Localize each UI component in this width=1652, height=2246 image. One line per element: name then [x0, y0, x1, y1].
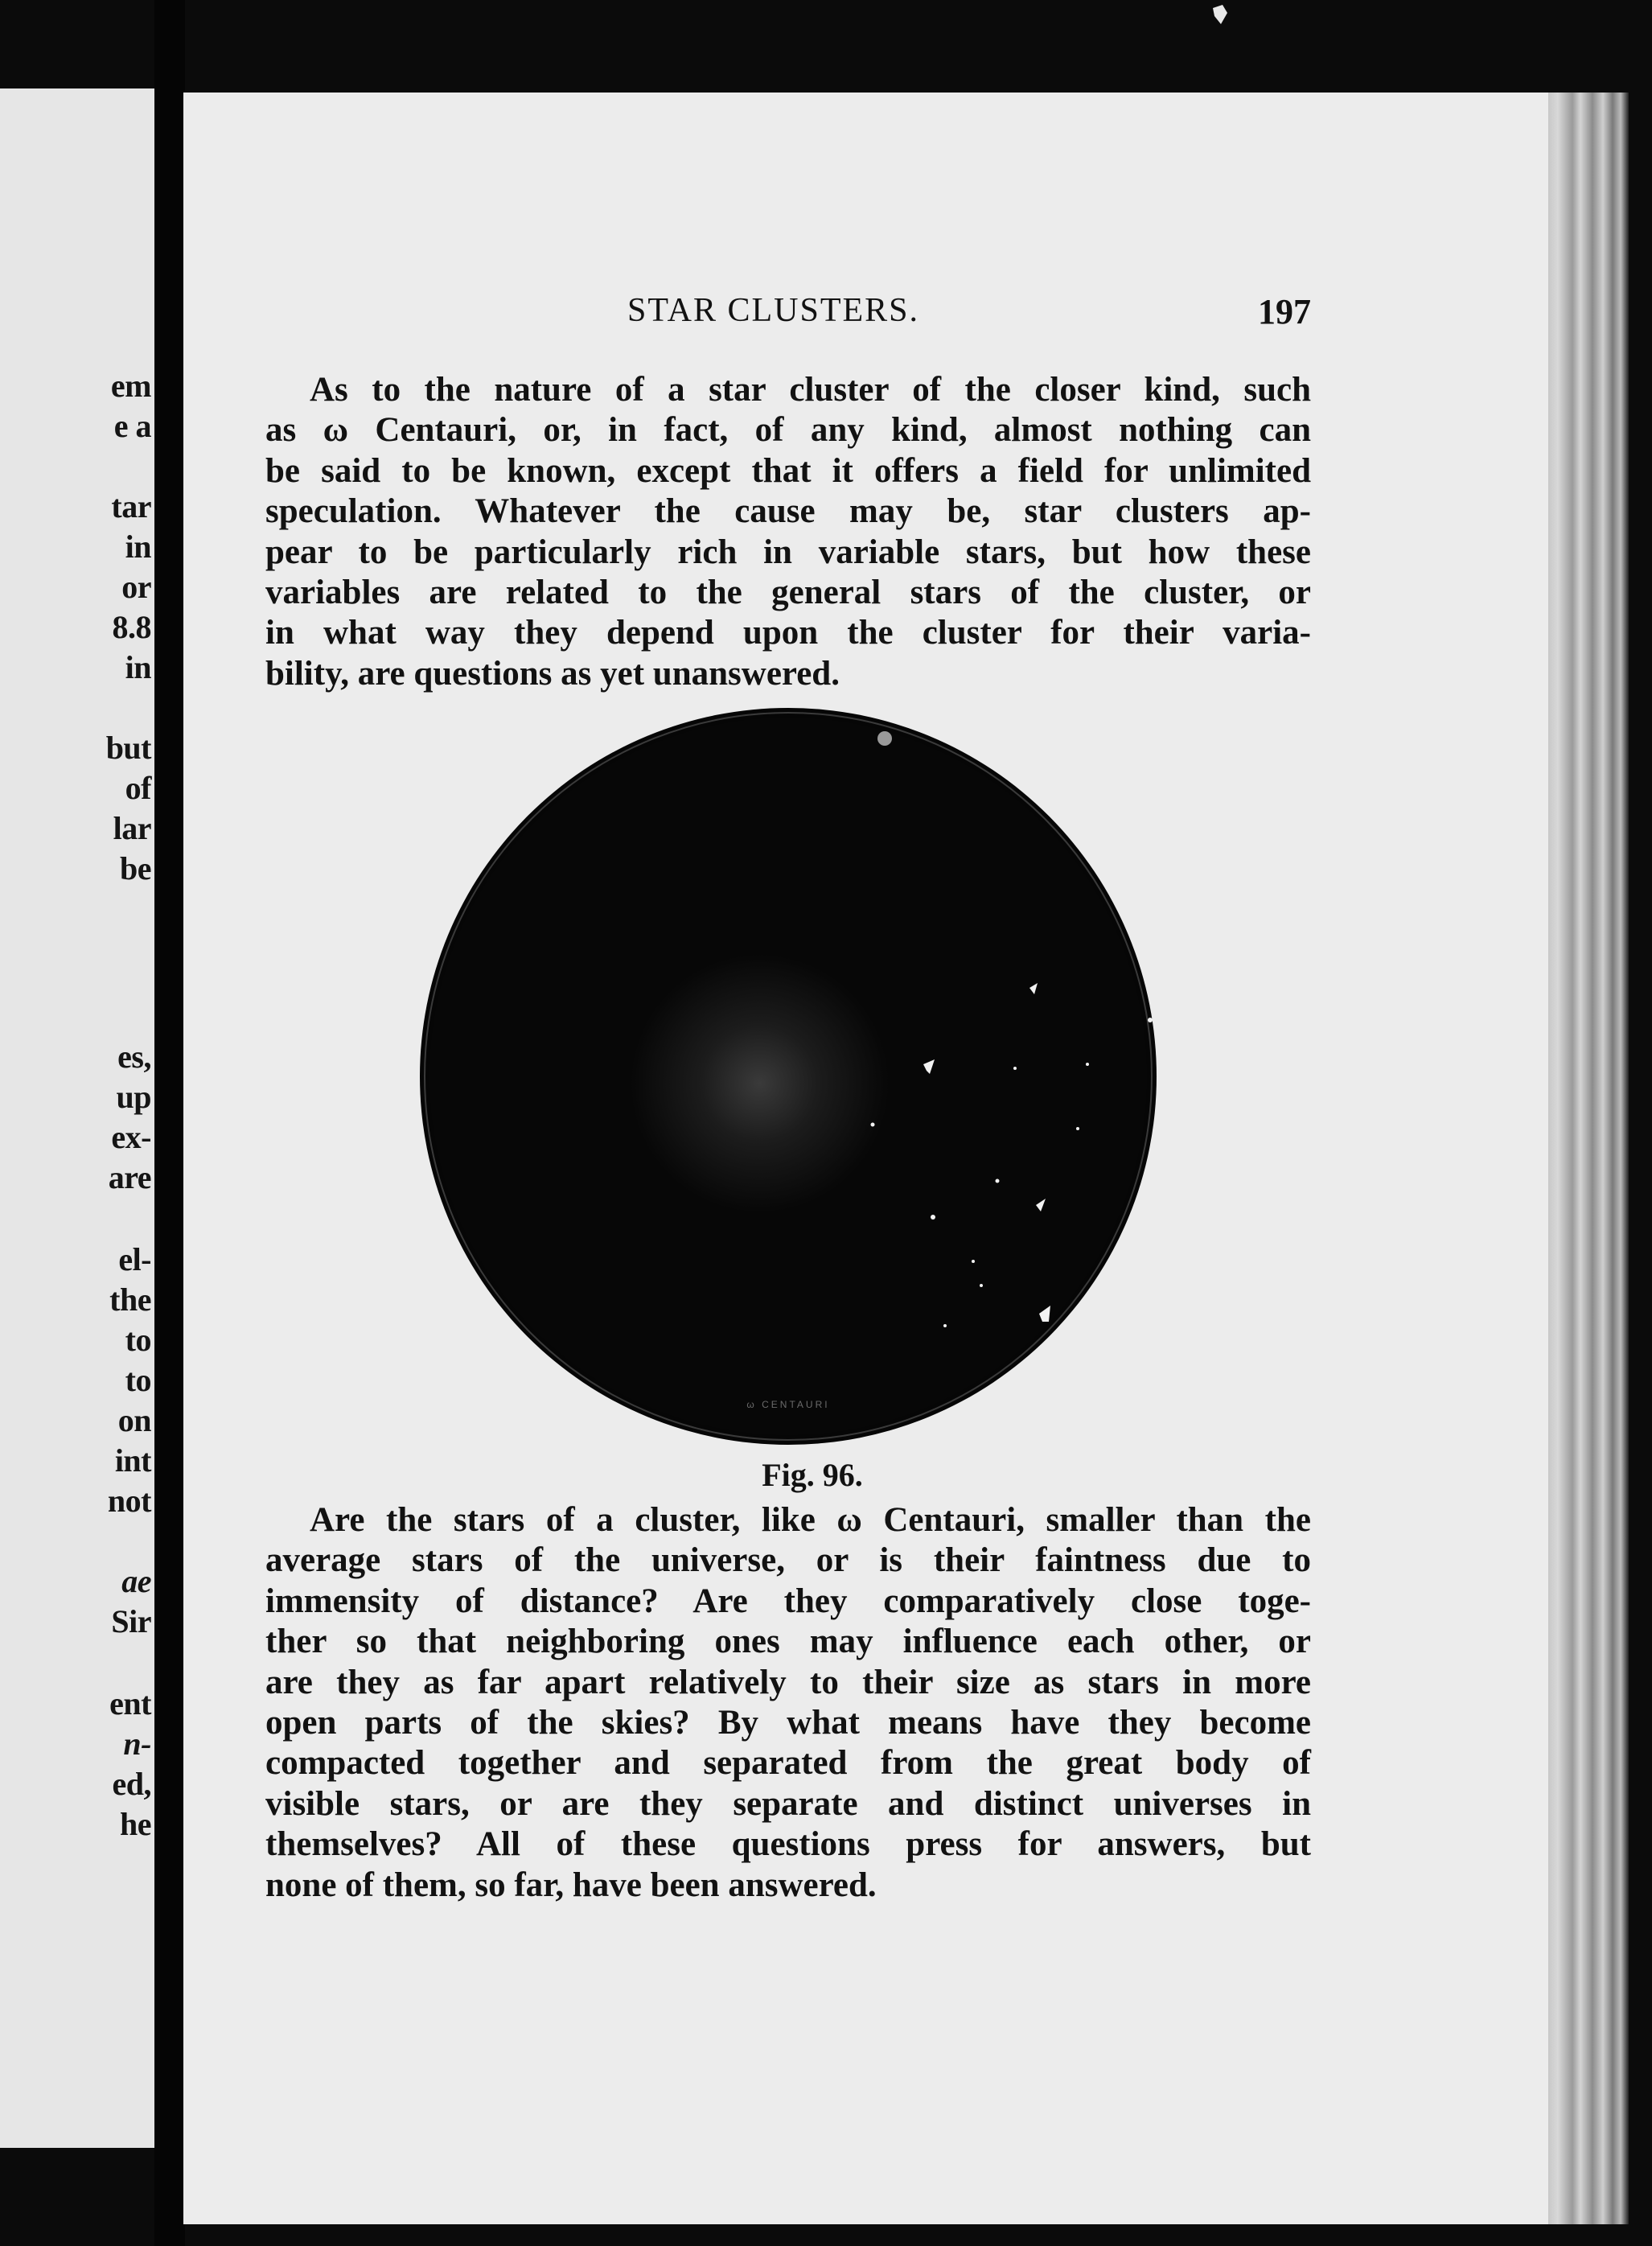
facing-line: e a	[113, 408, 151, 444]
running-title: STAR CLUSTERS.	[627, 292, 920, 329]
text-line: in what way they depend upon the cluster for their varia-	[265, 614, 1311, 652]
text-line: open parts of the skies? By what means have they become	[265, 1704, 1311, 1742]
facing-line: es,	[117, 1039, 151, 1075]
facing-line: el-	[118, 1241, 151, 1277]
facing-line: he	[120, 1806, 151, 1842]
facing-line: on	[117, 1402, 151, 1438]
facing-line: Sir	[111, 1603, 151, 1639]
paragraph-2	[265, 1500, 1311, 1906]
facing-line: int	[114, 1442, 151, 1479]
facing-line: be	[120, 850, 151, 886]
text-line: immensity of distance? Are they comparatively close toge-	[265, 1582, 1311, 1620]
facing-line: ent	[109, 1685, 151, 1722]
text-line: themselves? All of these questions press for answers, but	[265, 1825, 1311, 1864]
facing-line: tar	[111, 488, 151, 524]
text-line: average stars of the universe, or is their faintness due to	[265, 1541, 1311, 1580]
text-line: Are the stars of a cluster, like ω Centauri, smaller than the	[310, 1501, 1311, 1539]
text-line: compacted together and separated from the great body of	[265, 1744, 1311, 1783]
facing-line: are	[108, 1159, 151, 1195]
running-head	[265, 291, 1311, 339]
book-gutter	[154, 0, 185, 2246]
text-line: variables are related to the general stars of the cluster, or	[265, 574, 1311, 612]
facing-line: ae	[121, 1563, 151, 1599]
text-line: bility, are questions as yet unanswered.	[265, 654, 840, 693]
facing-line: the	[109, 1281, 151, 1318]
paragraph-1	[265, 370, 1311, 694]
text-line: be said to be known, except that it offers a field for unlimited	[265, 451, 1311, 490]
text-line: speculation. Whatever the cause may be, star clusters ap-	[265, 492, 1311, 531]
text-line: as ω Centauri, or, in fact, of any kind, almost nothing can	[265, 411, 1311, 450]
facing-line: of	[125, 770, 151, 806]
facing-line: n-	[123, 1726, 151, 1762]
facing-line: to	[125, 1322, 151, 1358]
scan-speck	[1206, 0, 1239, 32]
facing-line: or	[121, 569, 151, 605]
text-line: visible stars, or are they separate and distinct universes in	[265, 1784, 1311, 1823]
facing-line: in	[125, 529, 151, 565]
facing-line: in	[125, 649, 151, 685]
facing-line: up	[116, 1079, 151, 1115]
facing-line: but	[105, 730, 151, 766]
facing-line: ed,	[112, 1766, 151, 1802]
text-line: As to the nature of a star cluster of the closer kind, such	[310, 371, 1311, 409]
facing-line: lar	[113, 810, 151, 846]
page-number: 197	[1258, 292, 1311, 331]
facing-line: ex-	[111, 1119, 151, 1155]
facing-line: 8.8	[112, 609, 151, 645]
text-line: pear to be particularly rich in variable stars, but how these	[265, 533, 1311, 571]
facing-line: em	[110, 368, 151, 404]
facing-page	[0, 88, 154, 2148]
facing-line: to	[125, 1362, 151, 1398]
text-line: ther so that neighboring ones may influence each other, or	[265, 1623, 1311, 1661]
figure-caption: Fig. 96.	[762, 1457, 863, 1493]
star-cluster-photograph	[418, 706, 1158, 1446]
facing-line: not	[107, 1483, 151, 1519]
page-edges	[1548, 93, 1629, 2224]
plate-label: ω CENTAURI	[746, 1399, 830, 1410]
text-line: none of them, so far, have been answered.	[265, 1865, 877, 1904]
text-line: are they as far apart relatively to their size as stars in more	[265, 1663, 1311, 1701]
